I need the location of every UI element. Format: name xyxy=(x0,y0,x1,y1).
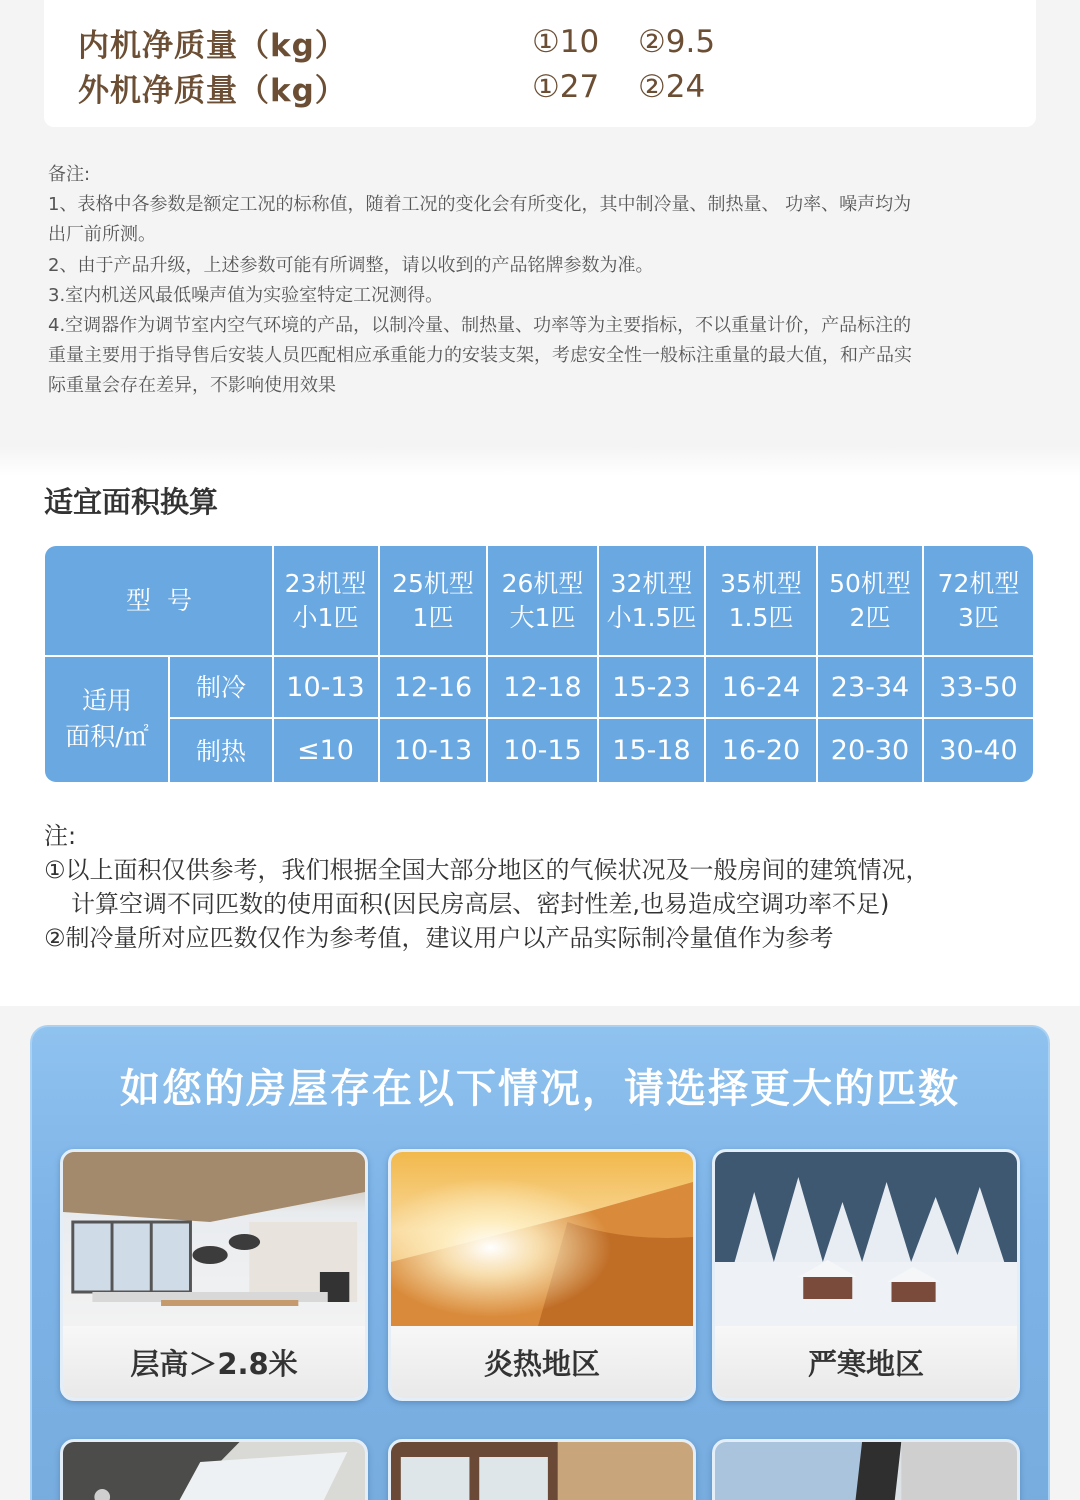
model-horsepower: 1匹 xyxy=(412,603,454,632)
heating-area-cell: 10-13 xyxy=(393,734,473,766)
heat-label-text: 制热 xyxy=(195,737,246,766)
remarks-line: 2、由于产品升级，上述参数可能有所调整，请以收到的产品铭牌参数为准。 xyxy=(48,254,654,276)
situations-title: 如您的房屋存在以下情况，请选择更大的匹数 xyxy=(120,1066,960,1112)
window-room-image xyxy=(391,1442,693,1500)
model-column-header xyxy=(818,546,922,656)
table-divider xyxy=(168,656,170,782)
model-name: 72机型 xyxy=(937,569,1020,598)
table-divider xyxy=(45,655,1033,657)
indoor-weight-row xyxy=(78,22,744,62)
situation-card-high-ceiling xyxy=(60,1149,368,1401)
table-divider xyxy=(272,546,274,782)
kitchen-high-ceiling-image xyxy=(63,1152,365,1326)
outdoor-weight-value-2: ②24 xyxy=(638,69,706,105)
outdoor-weight-row xyxy=(78,67,744,107)
model-horsepower: 1.5匹 xyxy=(728,603,794,632)
indoor-weight-value-1: ①10 xyxy=(532,24,600,60)
remarks-line: 出厂前所测。 xyxy=(48,224,156,246)
heating-area-cell: 20-30 xyxy=(830,734,910,766)
model-column-header xyxy=(273,546,378,656)
table-divider xyxy=(816,546,818,782)
area-label-line-1: 适用 xyxy=(81,686,132,715)
heating-area-cell: 10-15 xyxy=(503,734,582,766)
outdoor-weight-value-1: ①27 xyxy=(532,69,600,105)
weight-card xyxy=(44,0,1036,127)
model-horsepower: 小1.5匹 xyxy=(606,603,697,632)
model-header xyxy=(45,546,273,656)
situation-card-cold-region xyxy=(712,1149,1020,1401)
area-notes xyxy=(44,819,1034,955)
cooling-area-cell: 15-23 xyxy=(612,671,691,703)
model-column-header xyxy=(924,546,1033,656)
model-name: 32机型 xyxy=(610,569,693,598)
model-name: 50机型 xyxy=(829,569,911,598)
snowy-village-image xyxy=(715,1152,1017,1326)
model-horsepower: 大1匹 xyxy=(509,603,576,632)
model-horsepower: 3匹 xyxy=(958,603,999,632)
cooling-area-cell: 12-16 xyxy=(393,671,473,703)
notes-heading: 注: xyxy=(44,822,77,850)
situation-label-high-ceiling: 层高＞2.8米 xyxy=(63,1326,365,1398)
situation-label-cold-region: 严寒地区 xyxy=(715,1326,1017,1398)
model-column-header xyxy=(706,546,816,656)
cooling-area-cell: 23-34 xyxy=(830,671,910,703)
remarks xyxy=(48,160,1016,402)
table-divider xyxy=(378,546,380,782)
model-column-header xyxy=(488,546,597,656)
model-horsepower: 2匹 xyxy=(849,603,891,632)
situation-label-hot-region: 炎热地区 xyxy=(391,1326,693,1398)
table-divider xyxy=(922,546,924,782)
area-title: 适宜面积换算 xyxy=(44,485,219,519)
notes-item-1: ①以上面积仅供参考，我们根据全国大部分地区的气候状况及一般房间的建筑情况， xyxy=(44,856,930,884)
model-header-label: 型 号 xyxy=(126,586,192,615)
heating-area-cell: 15-18 xyxy=(612,734,691,766)
model-column-header xyxy=(380,546,486,656)
remarks-line: 3.室内机送风最低噪声值为实验室特定工况测得。 xyxy=(48,284,444,306)
situation-card-hot-region xyxy=(388,1149,696,1401)
heat-label xyxy=(169,718,273,782)
situation-card-attic xyxy=(60,1439,368,1500)
model-name: 35机型 xyxy=(720,569,802,598)
situation-card-snowy-window xyxy=(712,1439,1020,1500)
model-name: 23机型 xyxy=(284,569,367,598)
notes-item-2: ②制冷量所对应匹数仅作为参考值，建议用户以产品实际制冷量值作为参考 xyxy=(44,924,834,952)
area-table xyxy=(45,546,1033,782)
area-section xyxy=(0,446,1080,1006)
table-divider xyxy=(169,717,1033,719)
table-divider xyxy=(704,546,706,782)
attic-room-image xyxy=(63,1442,365,1500)
cooling-area-cell: 33-50 xyxy=(939,671,1018,703)
heating-area-cell: 16-20 xyxy=(721,734,801,766)
outdoor-weight-label: 外机净质量（kg） xyxy=(78,72,347,109)
indoor-weight-label: 内机净质量（kg） xyxy=(78,27,347,64)
situations-panel xyxy=(30,1025,1050,1500)
notes-item-1-cont: 计算空调不同匹数的使用面积(因民房高层、密封性差,也易造成空调功率不足) xyxy=(71,890,890,918)
table-divider xyxy=(486,546,488,782)
area-label xyxy=(45,656,169,782)
cool-label-text: 制冷 xyxy=(195,673,246,702)
cooling-area-cell: 12-18 xyxy=(503,671,582,703)
heating-area-cell: ≤10 xyxy=(297,734,354,766)
model-horsepower: 小1匹 xyxy=(292,603,359,632)
remarks-heading: 备注: xyxy=(48,164,91,185)
snowy-window-image xyxy=(715,1442,1017,1500)
cooling-area-cell: 16-24 xyxy=(721,671,801,703)
remarks-line: 4.空调器作为调节室内空气环境的产品，以制冷量、制热量、功率等为主要指标，不以重量计价，产品标注的 xyxy=(48,315,912,337)
cool-label xyxy=(169,656,273,716)
model-name: 25机型 xyxy=(392,569,474,598)
remarks-line: 际重量会存在差异，不影响使用效果 xyxy=(48,375,336,397)
situation-card-window-room xyxy=(388,1439,696,1500)
model-name: 26机型 xyxy=(501,569,584,598)
heating-area-cell: 30-40 xyxy=(939,734,1018,766)
desert-sun-image xyxy=(391,1152,693,1326)
indoor-weight-value-2: ②9.5 xyxy=(638,24,716,60)
cooling-area-cell: 10-13 xyxy=(286,671,365,703)
area-label-line-2: 面积/㎡ xyxy=(65,722,149,751)
remarks-line: 重量主要用于指导售后安装人员匹配相应承重能力的安装支架，考虑安全性一般标注重量的最大值，和产品实 xyxy=(48,345,912,367)
remarks-line: 1、表格中各参数是额定工况的标称值，随着工况的变化会有所变化，其中制冷量、制热量、 功率、噪声均为 xyxy=(48,194,912,216)
table-divider xyxy=(597,546,599,782)
model-column-header xyxy=(599,546,704,656)
